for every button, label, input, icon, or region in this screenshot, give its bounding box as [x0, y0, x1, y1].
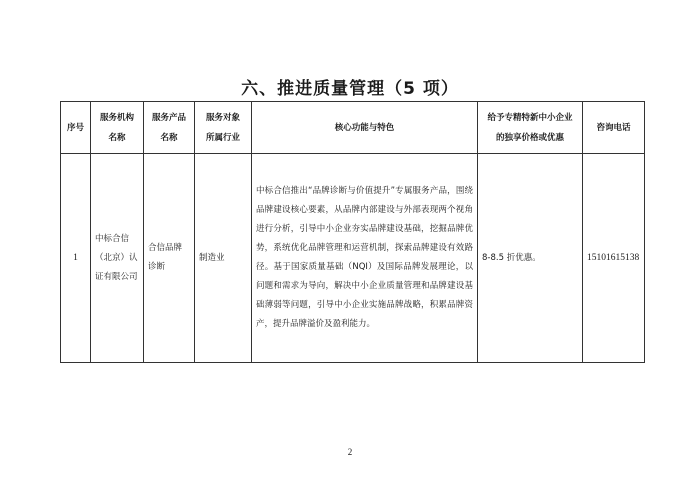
- header-discount: 给予专精特新中小企业 的独享价格或优惠: [478, 102, 583, 154]
- cell-phone: 15101615138: [583, 154, 645, 363]
- service-table: [60, 101, 645, 363]
- cell-features: 中标合信推出“品牌诊断与价值提升”专属服务产品，围绕品牌建设核心要素，从品牌内部建设与外部表现两个视角进行分析，引导中小企业夯实品牌建设基础，挖掘品牌优势，系统优化品牌管理和运营机制，探索品牌建设有效路径。基于国家质量基础（NQI）及国际品牌发展理论，以问题和需求为导向，解决中小企业质量管理和品牌建设基础薄弱等问题，引导中小企业实施品牌战略，积累品牌资产，提升品牌溢价及盈利能力。: [252, 154, 478, 363]
- header-target: 服务对象 所属行业: [195, 102, 252, 154]
- header-org: 服务机构 名称: [91, 102, 144, 154]
- table-row: [61, 154, 645, 363]
- cell-discount: 8-8.5 折优惠。: [478, 154, 583, 363]
- page-number: 2: [347, 447, 353, 457]
- header-features: 核心功能与特色: [252, 102, 478, 154]
- cell-org: 中标合信（北京）认证有限公司: [91, 154, 144, 363]
- header-index: 序号: [61, 102, 91, 154]
- header-phone: 咨询电话: [583, 102, 645, 154]
- header-product: 服务产品 名称: [144, 102, 195, 154]
- cell-product: 合信品牌诊断: [144, 154, 195, 363]
- cell-index: 1: [61, 154, 91, 363]
- cell-target: 制造业: [195, 154, 252, 363]
- page-title: 六、推进质量管理（5 项）: [241, 79, 459, 99]
- table-header-row: [61, 102, 645, 154]
